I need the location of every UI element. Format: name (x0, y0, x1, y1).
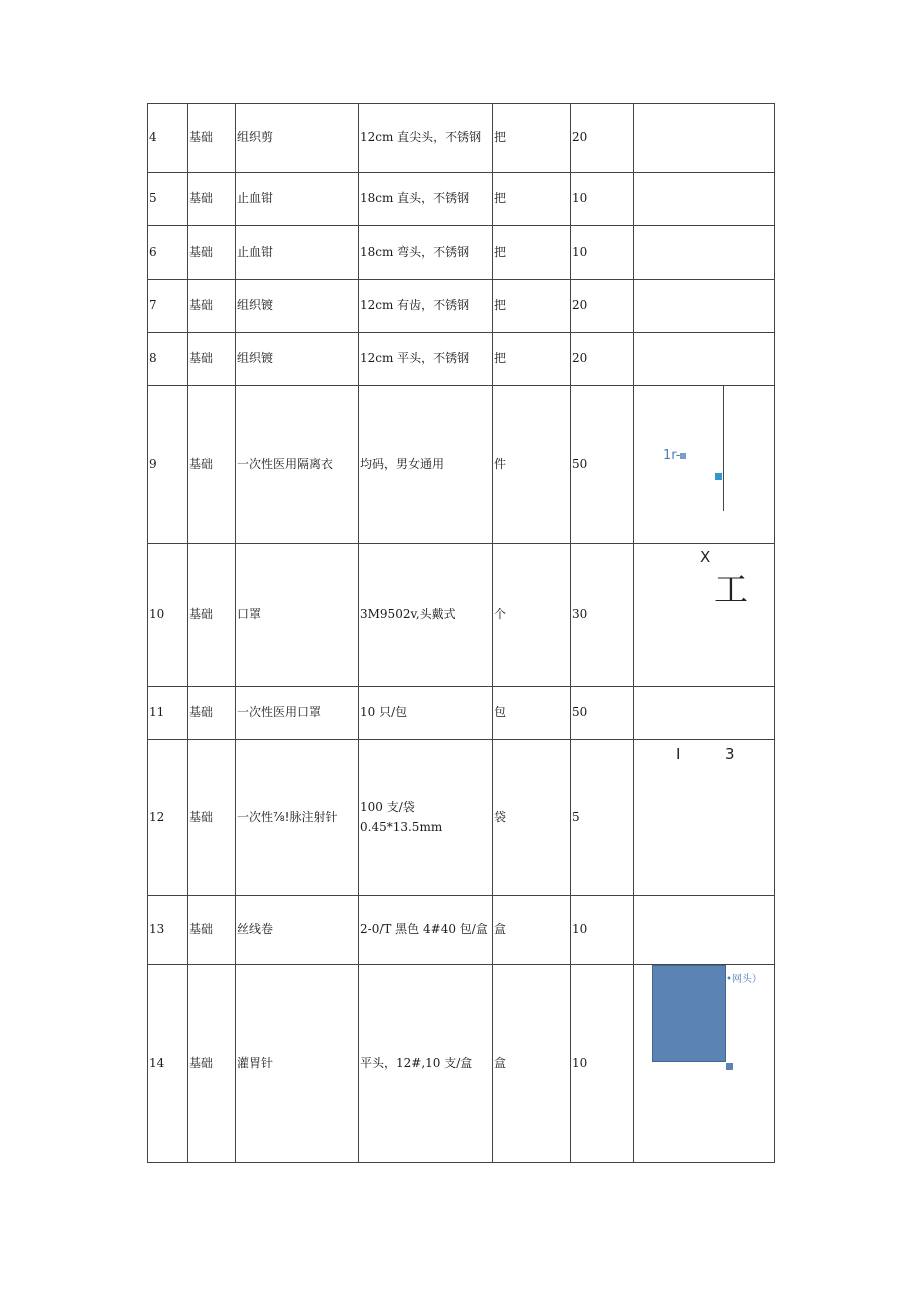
square-marker-icon (715, 473, 722, 480)
category-cell: 基础 (188, 104, 236, 173)
remarks-cell (634, 896, 775, 965)
quantity-cell: 5 (571, 740, 634, 896)
remarks-cell (634, 333, 775, 386)
category-cell: 基础 (188, 386, 236, 544)
remarks-cell (634, 687, 775, 740)
spec-line: 18cm 弯头，不锈钢 (360, 244, 470, 259)
unit-cell: 把 (493, 333, 571, 386)
spec-line: 12cm 直尖头，不锈钢 (360, 130, 482, 145)
category-cell: 基础 (188, 740, 236, 896)
quantity-cell: 10 (571, 965, 634, 1163)
item-name-cell: 灌胃针 (236, 965, 359, 1163)
spec-cell (359, 104, 493, 173)
spec-line: 12cm 平头，不锈钢 (360, 351, 470, 366)
quantity-cell: 30 (571, 544, 634, 687)
spec-line: 均码，男女通用 (360, 456, 445, 471)
unit-cell: 把 (493, 104, 571, 173)
quantity-cell: 20 (571, 104, 634, 173)
quantity-cell: 10 (571, 896, 634, 965)
remarks-cell (634, 173, 775, 226)
row-number-cell: 6 (148, 226, 188, 280)
item-name-cell: 一次性⅞!脉注射针 (236, 740, 359, 896)
row-number-cell: 12 (148, 740, 188, 896)
table-row (148, 740, 775, 896)
spec-line: 2-0/T 黑色 4#40 包/盒 (360, 922, 488, 937)
spec-line: 18cm 直头，不锈钢 (360, 191, 470, 206)
item-name-cell: 止血钳 (236, 173, 359, 226)
remarks-cell (634, 280, 775, 333)
spec-line: 平头，12#,10 支/盒 (360, 1055, 473, 1070)
table-row (148, 386, 775, 544)
quantity-cell: 10 (571, 173, 634, 226)
remarks-cell (634, 386, 775, 544)
remarks-cell (634, 965, 775, 1163)
equipment-table (147, 103, 775, 1163)
remark-fragment: I (676, 745, 681, 763)
item-name-cell: 组织剪 (236, 104, 359, 173)
spec-cell (359, 740, 493, 896)
row-number-cell: 8 (148, 333, 188, 386)
row-number-cell: 11 (148, 687, 188, 740)
unit-cell: 盒 (493, 896, 571, 965)
row-number-cell: 9 (148, 386, 188, 544)
row-number-cell: 7 (148, 280, 188, 333)
spec-line: 10 只/包 (360, 705, 408, 720)
category-cell: 基础 (188, 173, 236, 226)
item-name-cell: 口罩 (236, 544, 359, 687)
remarks-cell (634, 740, 775, 896)
item-name-cell: 止血钳 (236, 226, 359, 280)
unit-cell: 把 (493, 226, 571, 280)
quantity-cell: 20 (571, 333, 634, 386)
row-number-cell: 4 (148, 104, 188, 173)
item-name-cell: 组织镀 (236, 333, 359, 386)
spec-cell (359, 687, 493, 740)
table-row (148, 280, 775, 333)
table-row (148, 544, 775, 687)
spec-cell (359, 280, 493, 333)
unit-cell: 袋 (493, 740, 571, 896)
spec-cell (359, 965, 493, 1163)
quantity-cell: 10 (571, 226, 634, 280)
remarks-cell (634, 226, 775, 280)
row-number-cell: 14 (148, 965, 188, 1163)
category-cell: 基础 (188, 965, 236, 1163)
remark-fragment: 3 (725, 745, 735, 763)
table-row (148, 333, 775, 386)
spec-cell (359, 173, 493, 226)
table-row (148, 226, 775, 280)
quantity-cell: 20 (571, 280, 634, 333)
unit-cell: 个 (493, 544, 571, 687)
remark-fragment: •网头） (726, 974, 762, 985)
category-cell: 基础 (188, 544, 236, 687)
table-row (148, 173, 775, 226)
unit-cell: 把 (493, 173, 571, 226)
remark-fragment: X (700, 548, 711, 566)
table-row (148, 965, 775, 1163)
spec-line: 0.45*13.5mm (360, 819, 443, 834)
unit-cell: 把 (493, 280, 571, 333)
spec-cell (359, 333, 493, 386)
square-marker-icon (680, 453, 686, 459)
table-row (148, 896, 775, 965)
spec-line: 12cm 有齿，不锈钢 (360, 298, 470, 313)
divider-line (723, 386, 724, 511)
row-number-cell: 13 (148, 896, 188, 965)
spec-cell (359, 544, 493, 687)
spec-cell (359, 386, 493, 544)
category-cell: 基础 (188, 226, 236, 280)
table-row (148, 104, 775, 173)
image-placeholder (652, 965, 726, 1062)
table-row (148, 687, 775, 740)
quantity-cell: 50 (571, 386, 634, 544)
category-cell: 基础 (188, 280, 236, 333)
item-name-cell: 丝线卷 (236, 896, 359, 965)
spec-cell (359, 226, 493, 280)
remark-fragment: 1r- (663, 446, 686, 467)
row-number-cell: 10 (148, 544, 188, 687)
category-cell: 基础 (188, 333, 236, 386)
item-name-cell: 一次性医用口罩 (236, 687, 359, 740)
unit-cell: 盒 (493, 965, 571, 1163)
spec-line: 100 支/袋 (360, 800, 415, 815)
spec-cell (359, 896, 493, 965)
category-cell: 基础 (188, 687, 236, 740)
unit-cell: 包 (493, 687, 571, 740)
item-name-cell: 一次性医用隔离衣 (236, 386, 359, 544)
category-cell: 基础 (188, 896, 236, 965)
remarks-cell (634, 104, 775, 173)
spec-line: 3M9502v,头戴式 (360, 607, 456, 622)
remark-glyph: 工 (714, 570, 748, 610)
quantity-cell: 50 (571, 687, 634, 740)
remarks-cell (634, 544, 775, 687)
unit-cell: 件 (493, 386, 571, 544)
row-number-cell: 5 (148, 173, 188, 226)
item-name-cell: 组织镀 (236, 280, 359, 333)
square-marker-icon (726, 1063, 733, 1070)
